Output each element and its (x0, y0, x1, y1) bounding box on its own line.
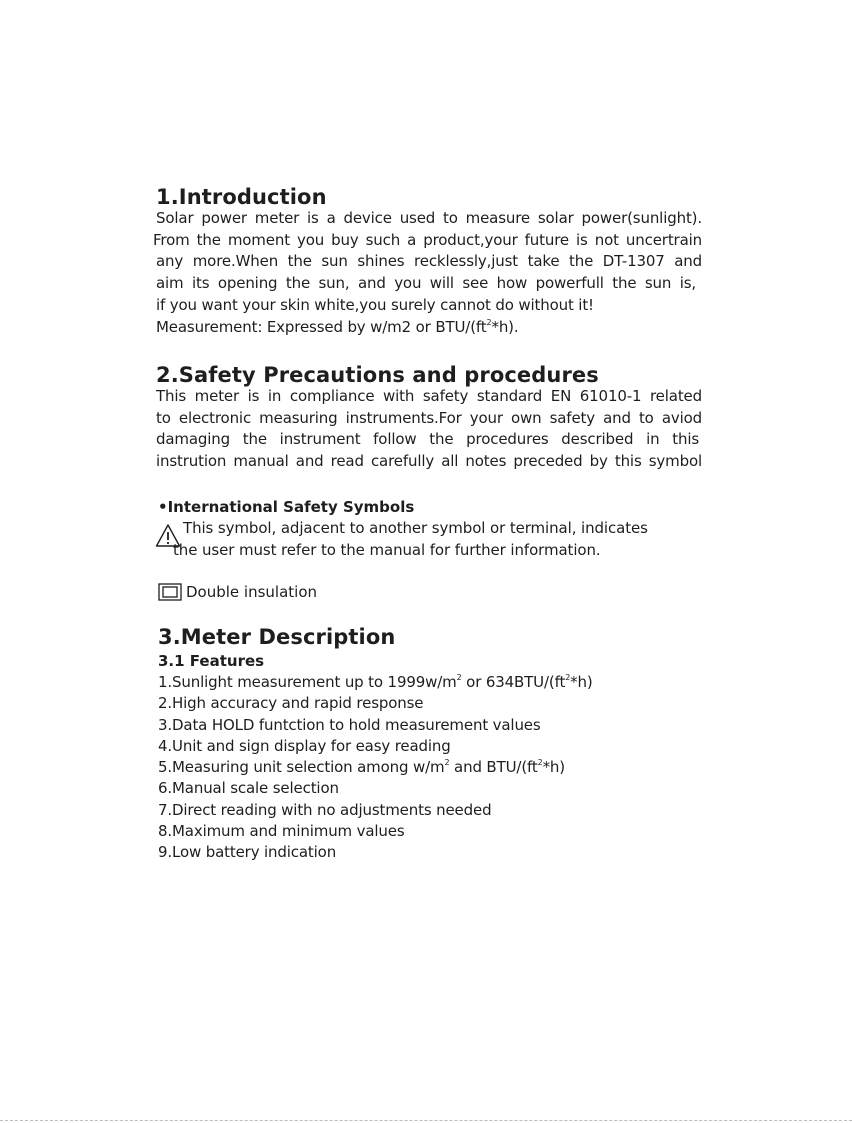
feature-item: 6.Manual scale selection (158, 779, 339, 798)
page-edge-rule (0, 1120, 852, 1121)
feature-item: 9.Low battery indication (158, 843, 337, 862)
feature-item: 7.Direct reading with no adjustments needed (158, 800, 492, 819)
paragraph-line: any more.When the sun shines recklessly,just take the DT-1307 and (156, 252, 702, 271)
measurement-line (156, 317, 702, 339)
introduction-body (153, 208, 702, 338)
superscript: 2 (537, 758, 543, 768)
warning-line: the user must refer to the manual for further information. (173, 541, 601, 559)
section-title-introduction: 1.Introduction (156, 185, 327, 209)
feature-text: and BTU/(ft (449, 758, 538, 777)
paragraph-line: if you want your skin white,you surely cannot do without it! (156, 295, 594, 314)
superscript: 2 (444, 758, 450, 768)
feature-item: 2.High accuracy and rapid response (158, 694, 424, 713)
warning-description (173, 517, 648, 561)
section-title-meter-description: 3.Meter Description (158, 625, 396, 649)
feature-item: 8.Maximum and minimum values (158, 822, 405, 841)
measurement-text: Measurement: Expressed by w/m2 or BTU/(ft (156, 317, 487, 336)
measurement-text: *h). (491, 317, 519, 336)
feature-text: *h) (542, 758, 565, 777)
paragraph-line: This meter is in compliance with safety standard EN 61010-1 related (156, 387, 702, 405)
paragraph-line: instrution manual and read carefully all notes preceded by this symbol (156, 452, 702, 471)
feature-item: 4.Unit and sign display for easy reading (158, 736, 451, 755)
section-title-safety: 2.Safety Precautions and procedures (156, 363, 599, 387)
feature-item (158, 672, 718, 693)
feature-item: 3.Data HOLD funtction to hold measurement values (158, 715, 541, 734)
double-insulation-label: Double insulation (186, 583, 318, 601)
superscript: 2 (456, 673, 462, 682)
warning-symbol-row (155, 517, 715, 563)
paragraph-line: Solar power meter is a device used to measure solar power(sunlight). (156, 209, 702, 227)
double-insulation-icon (158, 583, 182, 601)
warning-line: This symbol, adjacent to another symbol or terminal, indicates (183, 519, 648, 537)
paragraph-line: damaging the instrument follow the procedures described in this (156, 430, 699, 449)
paragraph-line: From the moment you buy such a product,your future is not uncertrain (153, 230, 702, 249)
feature-text: or 634BTU/(ft (461, 673, 566, 691)
paragraph-line: aim its opening the sun, and you will see how powerfull the sun is, (156, 274, 696, 293)
superscript: 2 (486, 317, 492, 327)
paragraph-line: to electronic measuring instruments.For your own safety and to aviod (156, 408, 702, 427)
feature-text: 5.Measuring unit selection among w/m (158, 758, 445, 777)
features-list (158, 672, 718, 864)
superscript: 2 (565, 673, 571, 682)
feature-item (158, 757, 718, 778)
symbols-heading: •International Safety Symbols (158, 498, 415, 516)
feature-text: *h) (570, 673, 593, 691)
safety-body (156, 386, 702, 473)
features-subtitle: 3.1 Features (158, 652, 265, 670)
feature-text: 1.Sunlight measurement up to 1999w/m (158, 673, 457, 691)
